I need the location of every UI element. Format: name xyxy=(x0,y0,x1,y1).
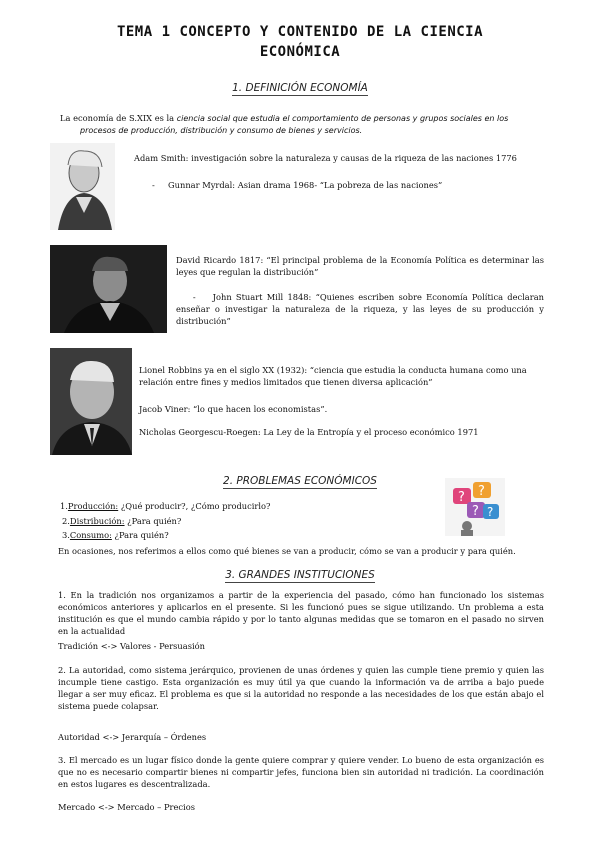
section-heading-instituciones: 3. GRANDES INSTITUCIONES xyxy=(225,569,375,581)
definition-italic-1: ciencia social que estudia el comportamiento de personas y grupos sociales en los xyxy=(176,114,509,123)
robbins-text: Lionel Robbins ya en el siglo XX (1932): “ciencia que estudia la conducta humana como una relación entre fines y medios limitados que tienen diversa aplicación” xyxy=(139,365,527,387)
svg-text:?: ? xyxy=(458,490,465,505)
tradition-chain: Tradición <-> Valores - Persuasión xyxy=(58,641,205,651)
document-title xyxy=(0,22,600,62)
portrait-photo-icon xyxy=(50,348,132,455)
title-line-1: TEMA 1 CONCEPTO Y CONTENIDO DE LA CIENCIA xyxy=(116,24,484,40)
section-heading-definicion: 1. DEFINICIÓN ECONOMÍA xyxy=(232,82,368,94)
institution-authority-paragraph: 2. La autoridad, como sistema jerárquico, provienen de unas órdenes y quien las cumple tiene premio y quien las incumple tiene castigo. Esta organización es muy útil ya que cuando la información va de arriba a bajo puede llegar a ser muy eficaz. El problema es que si la autoridad no responde a las necesidades de los que están abajo el sistema puede colapsar. xyxy=(58,665,544,711)
svg-text:?: ? xyxy=(478,484,485,499)
ricardo-text: David Ricardo 1817: “El principal problema de la Economía Política es determinar las leyes que regulan la distribución” xyxy=(176,255,544,277)
smith-text: Adam Smith: investigación sobre la naturaleza y causas de la riqueza de las naciones 1776 xyxy=(134,153,517,163)
problems-note: En ocasiones, nos referimos a ellos como qué bienes se van a producir, cómo se van a producir y para quién. xyxy=(58,546,516,556)
question-marks-illustration xyxy=(445,478,505,536)
definition-lead: La economía de S.XIX es la xyxy=(60,113,175,123)
portrait-painting-icon xyxy=(50,245,167,333)
problems-list xyxy=(60,500,440,541)
svg-text:?: ? xyxy=(472,504,479,519)
list-item: 1.Producción: ¿Qué producir?, ¿Cómo producirlo? xyxy=(60,501,271,511)
bullet-dash: - xyxy=(152,180,168,190)
bullet-dash: - xyxy=(176,292,213,302)
title-line-2: ECONÓMICA xyxy=(259,44,341,60)
svg-text:?: ? xyxy=(487,505,494,519)
mill-text: John Stuart Mill 1848: “Quienes escriben sobre Economía Política declaran enseñar o investigar la naturaleza de la riqueza, y las leyes de su producción y distribución” xyxy=(176,292,545,326)
speech-bubbles-question-icon xyxy=(445,478,505,536)
myrdal-text: Gunnar Myrdal: Asian drama 1968- “La pobreza de las naciones” xyxy=(168,180,443,190)
definition-italic-2: procesos de producción, distribución y consumo de bienes y servicios. xyxy=(80,126,363,135)
market-chain: Mercado <-> Mercado – Precios xyxy=(58,802,195,812)
list-item: 3.Consumo: ¿Para quién? xyxy=(62,530,169,540)
lionel-robbins-portrait xyxy=(50,348,132,455)
georgescu-text: Nicholas Georgescu-Roegen: La Ley de la Entropía y el proceso económico 1971 xyxy=(139,427,479,437)
authority-chain: Autoridad <-> Jerarquía – Órdenes xyxy=(58,732,207,742)
mill-item xyxy=(176,291,544,327)
list-item: 2.Distribución: ¿Para quién? xyxy=(62,516,182,526)
david-ricardo-portrait xyxy=(50,245,167,333)
section-heading-problemas: 2. PROBLEMAS ECONÓMICOS xyxy=(223,475,377,487)
institution-tradition-paragraph: 1. En la tradición nos organizamos a partir de la experiencia del pasado, cómo han funcionado los sistemas económicos anteriores y aplicarlos en el presente. Si les funcionó pues se sigue utilizando. Un problema a esta institución es que el mundo cambia rápido y por lo tanto algunas medidas que se tomaron en el pasado no sirven en la actualidad xyxy=(58,590,544,636)
viner-text: Jacob Viner: “lo que hacen los economistas”. xyxy=(139,404,328,414)
adam-smith-portrait xyxy=(50,143,115,230)
myrdal-item xyxy=(152,179,552,191)
institution-market-paragraph: 3. El mercado es un lugar físico donde la gente quiere comprar y quiere vender. Lo bueno de esta organización es que no es necesario compartir bienes ni compartir jefes, funciona bien sin autoridad ni tradición. La coordinación en estos lugares es descentralizada. xyxy=(58,755,544,789)
portrait-engraving-icon xyxy=(50,143,115,230)
definition-paragraph xyxy=(60,112,550,137)
